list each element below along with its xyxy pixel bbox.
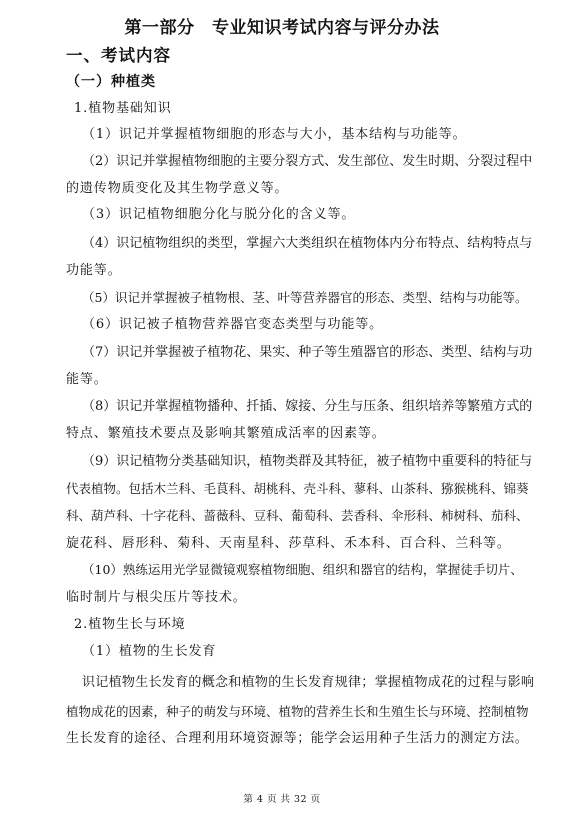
paragraph-line: （2）识记并掌握植物细胞的主要分裂方式、发生部位、发生时期、分裂过程中 xyxy=(82,154,533,169)
paragraph-line: （5）识记并掌握被子植物根、茎、叶等营养器官的形态、类型、结构与功能等。 xyxy=(82,290,528,305)
paragraph-line: 1.植物基础知识 xyxy=(74,101,172,116)
paragraph-line: 识记植物生长发育的概念和植物的生长发育规律；掌握植物成花的过程与影响 xyxy=(82,675,535,690)
paragraph-line: 功能等。 xyxy=(66,263,122,278)
paragraph-line: （1）识记并掌握植物细胞的形态与大小，基本结构与功能等。 xyxy=(82,127,467,142)
paragraph-line: 科、葫芦科、十字花科、蔷薇科、豆科、葡萄科、芸香科、伞形科、柿树科、茄科、 xyxy=(66,508,529,523)
paragraph-line: （8）识记并掌握植物播种、扦插、嫁接、分生与压条、组织培养等繁殖方式的 xyxy=(82,399,533,414)
paragraph-line: （10）熟练运用光学显微镜观察植物细胞、组织和器官的结构，掌握徒手切片、 xyxy=(82,562,523,577)
paragraph-line: （4）识记植物组织的类型，掌握六大类组织在植物体内分布特点、结构特点与 xyxy=(82,236,533,251)
paragraph-line: 临时制片与根尖压片等技术。 xyxy=(66,590,247,605)
paragraph-line: （7）识记并掌握被子植物花、果实、种子等生殖器官的形态、类型、结构与功 xyxy=(82,345,533,360)
paragraph-line: 旋花科、唇形科、菊科、天南星科、莎草科、禾本科、百合科、兰科等。 xyxy=(66,536,511,551)
subsection-heading: （一）种植类 xyxy=(66,74,156,90)
paragraph-line: 植物成花的因素，种子的萌发与环境、植物的营养生长和生殖生长与环境、控制植物 xyxy=(66,704,529,719)
paragraph-line: 代表植物。包括木兰科、毛茛科、胡桃科、壳斗科、蓼科、山茶科、猕猴桃科、锦葵 xyxy=(66,481,529,496)
paragraph-line: 的遗传物质变化及其生物学意义等。 xyxy=(66,181,289,196)
paragraph-line: 能等。 xyxy=(66,372,108,387)
paragraph-line: （6）识记被子植物营养器官变态类型与功能等。 xyxy=(82,317,384,332)
paragraph-line: （3）识记植物细胞分化与脱分化的含义等。 xyxy=(82,207,356,222)
paragraph-line: （1）植物的生长发育 xyxy=(82,644,217,659)
section-heading: 一、考试内容 xyxy=(66,46,171,65)
page-title: 第一部分 专业知识考试内容与评分办法 xyxy=(124,18,440,38)
paragraph-line: 特点、繁殖技术要点及影响其繁殖成活率的因素等。 xyxy=(66,426,386,441)
paragraph-line: 生长发育的途径、合理利用环境资源等；能学会运用种子生活力的测定方法。 xyxy=(66,731,529,746)
paragraph-line: （9）识记植物分类基础知识，植物类群及其特征，被子植物中重要科的特征与 xyxy=(82,454,533,469)
paragraph-line: 2.植物生长与环境 xyxy=(74,617,186,632)
page-number-footer: 第 4 页 共 32 页 xyxy=(243,794,321,805)
